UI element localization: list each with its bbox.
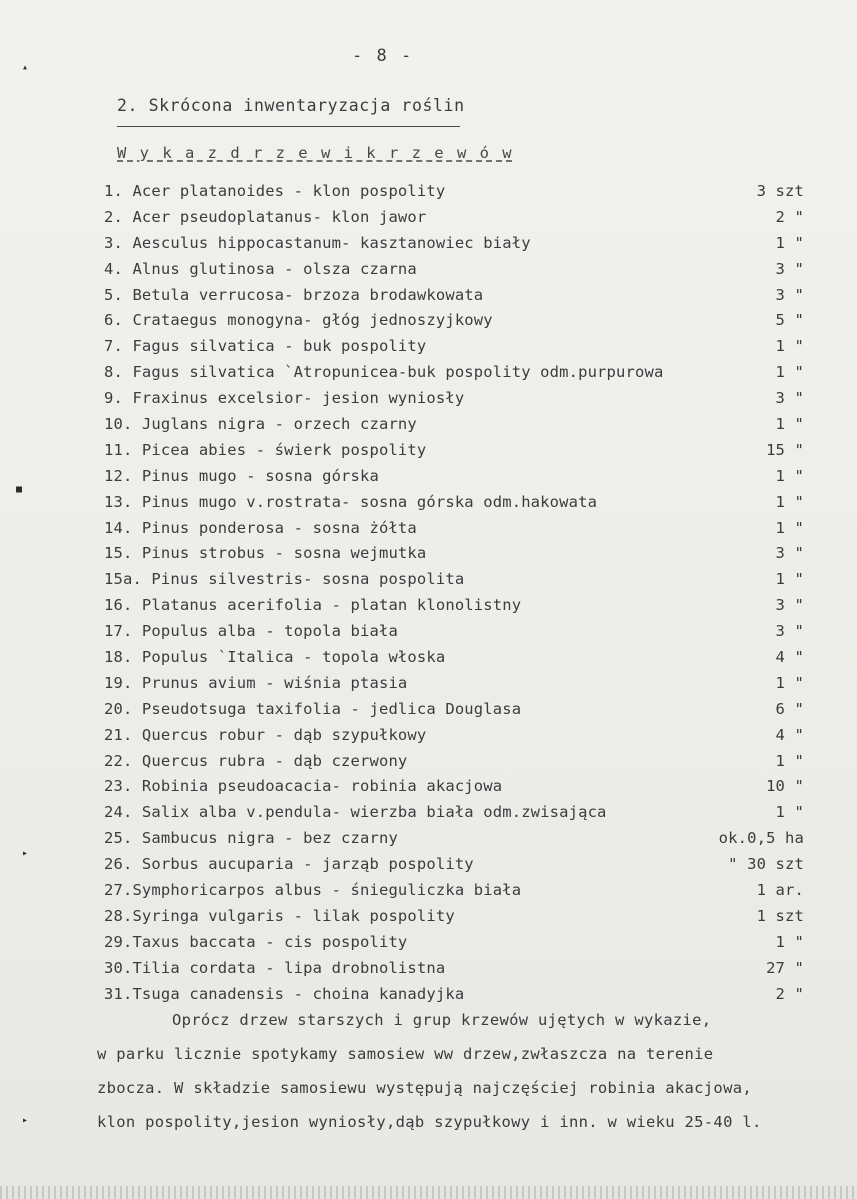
list-item [104, 985, 804, 1011]
margin-mark: ▸ [22, 848, 29, 859]
plant-name: 17. Populus alba - topola biała [104, 622, 398, 641]
plant-name: 20. Pseudotsuga taxifolia - jedlica Douglasa [104, 699, 522, 718]
plant-quantity: ok.0,5 ha [718, 829, 804, 848]
list-item [104, 855, 804, 881]
plant-quantity: 1 szt [756, 906, 804, 925]
plant-name: 22. Quercus rubra - dąb czerwony [104, 751, 408, 770]
plant-quantity: 2 " [775, 984, 804, 1003]
plant-name: 15a. Pinus silvestris- sosna pospolita [104, 570, 465, 589]
plant-name: 26. Sorbus aucuparia - jarząb pospolity [104, 855, 474, 874]
list-item [104, 544, 804, 570]
plant-quantity: 4 " [775, 648, 804, 667]
paragraph-line: klon pospolity,jesion wyniosły,dąb szypułkowy i inn. w wieku 25-40 l. [97, 1113, 762, 1131]
plant-name: 5. Betula verrucosa- brzoza brodawkowata [104, 285, 484, 304]
section-divider [117, 126, 460, 127]
list-item [104, 596, 804, 622]
plant-name: 21. Quercus robur - dąb szypułkowy [104, 725, 427, 744]
plant-quantity: 1 " [775, 337, 804, 356]
plant-name: 29.Taxus baccata - cis pospolity [104, 932, 408, 951]
list-item [104, 260, 804, 286]
plant-name: 25. Sambucus nigra - bez czarny [104, 829, 398, 848]
list-item [104, 700, 804, 726]
plant-quantity: 1 ar. [756, 881, 804, 900]
plant-quantity: 3 " [775, 285, 804, 304]
page-number: - 8 - [352, 46, 414, 66]
plant-quantity: 1 " [775, 363, 804, 382]
plant-quantity: 1 " [775, 803, 804, 822]
plant-name: 30.Tilia cordata - lipa drobnolistna [104, 958, 446, 977]
plant-name: 12. Pinus mugo - sosna górska [104, 466, 379, 485]
paragraph-line: zbocza. W składzie samosiewu występują najczęściej robinia akacjowa, [97, 1079, 752, 1097]
list-item [104, 803, 804, 829]
list-item [104, 363, 804, 389]
plant-quantity: 3 " [775, 389, 804, 408]
plant-quantity: " 30 szt [728, 855, 804, 874]
plant-name: 3. Aesculus hippocastanum- kasztanowiec biały [104, 233, 531, 252]
list-item [104, 726, 804, 752]
list-item [104, 519, 804, 545]
list-subtitle: W y k a z d r z e w i k r z e w ó w [117, 144, 513, 162]
plant-quantity: 1 " [775, 233, 804, 252]
list-item [104, 959, 804, 985]
plant-quantity: 27 " [766, 958, 804, 977]
plant-quantity: 3 " [775, 544, 804, 563]
section-title: 2. Skrócona inwentaryzacja roślin [117, 96, 465, 115]
plant-name: 16. Platanus acerifolia - platan klonolistny [104, 596, 522, 615]
page-edge [0, 1186, 857, 1199]
plant-name: 11. Picea abies - świerk pospolity [104, 440, 427, 459]
list-item [104, 311, 804, 337]
plant-quantity: 1 " [775, 751, 804, 770]
list-item [104, 881, 804, 907]
plant-quantity: 3 " [775, 596, 804, 615]
plant-name: 19. Prunus avium - wiśnia ptasia [104, 673, 408, 692]
list-item [104, 182, 804, 208]
plant-name: 24. Salix alba v.pendula- wierzba biała odm.zwisająca [104, 803, 607, 822]
plant-name: 2. Acer pseudoplatanus- klon jawor [104, 207, 427, 226]
plant-quantity: 1 " [775, 415, 804, 434]
margin-mark: ■ [16, 484, 23, 495]
list-item [104, 752, 804, 778]
plant-name: 7. Fagus silvatica - buk pospolity [104, 337, 427, 356]
plant-name: 6. Crataegus monogyna- głóg jednoszyjkowy [104, 311, 493, 330]
plant-quantity: 1 " [775, 466, 804, 485]
plant-quantity: 3 " [775, 259, 804, 278]
paragraph-line: Oprócz drzew starszych i grup krzewów ujętych w wykazie, [172, 1011, 712, 1029]
plant-quantity: 5 " [775, 311, 804, 330]
list-item [104, 415, 804, 441]
plant-name: 10. Juglans nigra - orzech czarny [104, 415, 417, 434]
plant-name: 8. Fagus silvatica `Atropunicea-buk pospolity odm.purpurowa [104, 363, 664, 382]
list-item [104, 441, 804, 467]
list-item [104, 777, 804, 803]
plant-quantity: 15 " [766, 440, 804, 459]
paragraph-line: w parku licznie spotykamy samosiew ww drzew,zwłaszcza na terenie [97, 1045, 714, 1063]
plant-quantity: 2 " [775, 207, 804, 226]
list-item [104, 389, 804, 415]
list-item [104, 933, 804, 959]
list-item [104, 467, 804, 493]
list-item [104, 674, 804, 700]
plant-name: 18. Populus `Italica - topola włoska [104, 648, 446, 667]
plant-name: 4. Alnus glutinosa - olsza czarna [104, 259, 417, 278]
plant-quantity: 1 " [775, 570, 804, 589]
margin-mark: ▸ [22, 1115, 29, 1126]
plant-name: 13. Pinus mugo v.rostrata- sosna górska odm.hakowata [104, 492, 598, 511]
plant-quantity: 10 " [766, 777, 804, 796]
plant-quantity: 4 " [775, 725, 804, 744]
plant-quantity: 1 " [775, 518, 804, 537]
plant-name: 31.Tsuga canadensis - choina kanadyjka [104, 984, 465, 1003]
plant-quantity: 1 " [775, 932, 804, 951]
summary-paragraph [97, 1011, 817, 1147]
list-item [104, 337, 804, 363]
margin-mark: ▴ [22, 62, 29, 73]
plant-name: 23. Robinia pseudoacacia- robinia akacjowa [104, 777, 503, 796]
list-item [104, 648, 804, 674]
list-item [104, 493, 804, 519]
plant-name: 15. Pinus strobus - sosna wejmutka [104, 544, 427, 563]
list-item [104, 829, 804, 855]
list-item [104, 286, 804, 312]
plant-quantity: 3 " [775, 622, 804, 641]
list-item [104, 234, 804, 260]
plant-name: 28.Syringa vulgaris - lilak pospolity [104, 906, 455, 925]
plant-quantity: 1 " [775, 673, 804, 692]
list-item [104, 208, 804, 234]
plant-quantity: 1 " [775, 492, 804, 511]
list-item [104, 570, 804, 596]
list-item [104, 622, 804, 648]
plant-name: 9. Fraxinus excelsior- jesion wyniosły [104, 389, 465, 408]
list-item [104, 907, 804, 933]
plant-quantity: 3 szt [756, 182, 804, 200]
plant-list [104, 182, 804, 1011]
plant-quantity: 6 " [775, 699, 804, 718]
plant-name: 27.Symphoricarpos albus - śnieguliczka biała [104, 881, 522, 900]
plant-name: 14. Pinus ponderosa - sosna żółta [104, 518, 417, 537]
plant-name: 1. Acer platanoides - klon pospolity [104, 182, 446, 200]
